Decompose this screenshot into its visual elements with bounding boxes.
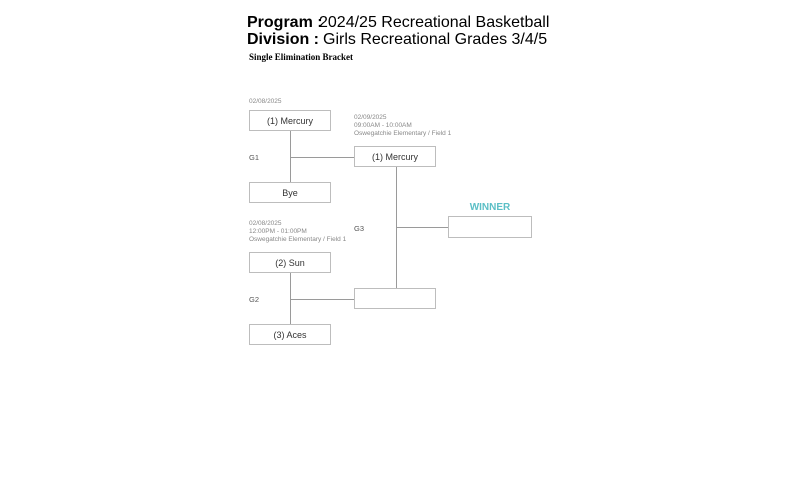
g2-connector-horizontal: [290, 299, 354, 300]
g2-date: 02/08/2025: [249, 220, 282, 227]
program-value: 2024/25 Recreational Basketball: [319, 14, 550, 31]
g3-date: 02/09/2025: [354, 114, 387, 121]
g3-meta: [354, 114, 451, 138]
division-value: Girls Recreational Grades 3/4/5: [323, 31, 548, 48]
g2-team-bottom[interactable]: (3) Aces: [249, 324, 331, 345]
g2-team-top[interactable]: (2) Sun: [249, 252, 331, 273]
g1-team-top[interactable]: (1) Mercury: [249, 110, 331, 131]
g1-date: 02/08/2025: [249, 98, 282, 105]
g2-meta: [249, 220, 346, 244]
g3-location: Oswegatchie Elementary / Field 1: [354, 130, 452, 137]
winner-title: WINNER: [469, 202, 511, 213]
g1-connector-horizontal: [290, 157, 354, 158]
g3-connector-horizontal: [396, 227, 448, 228]
g3-time: 09:00AM - 10:00AM: [354, 122, 412, 129]
g2-game-label: G2: [249, 295, 260, 304]
division-header: [247, 31, 547, 49]
g2-time: 12:00PM - 01:00PM: [249, 228, 307, 235]
g3-game-label: G3: [354, 224, 365, 233]
g3-team-bottom[interactable]: [354, 288, 436, 309]
winner-box[interactable]: [448, 216, 532, 238]
program-label: Program :: [247, 14, 323, 31]
g1-meta: [249, 98, 282, 106]
bracket-type-title: Single Elimination Bracket: [249, 52, 354, 62]
g3-team-top[interactable]: (1) Mercury: [354, 146, 436, 167]
division-label: Division :: [247, 31, 320, 48]
g1-game-label: G1: [249, 153, 260, 162]
program-header: [247, 14, 549, 32]
g1-team-bottom[interactable]: Bye: [249, 182, 331, 203]
g2-location: Oswegatchie Elementary / Field 1: [249, 236, 347, 243]
